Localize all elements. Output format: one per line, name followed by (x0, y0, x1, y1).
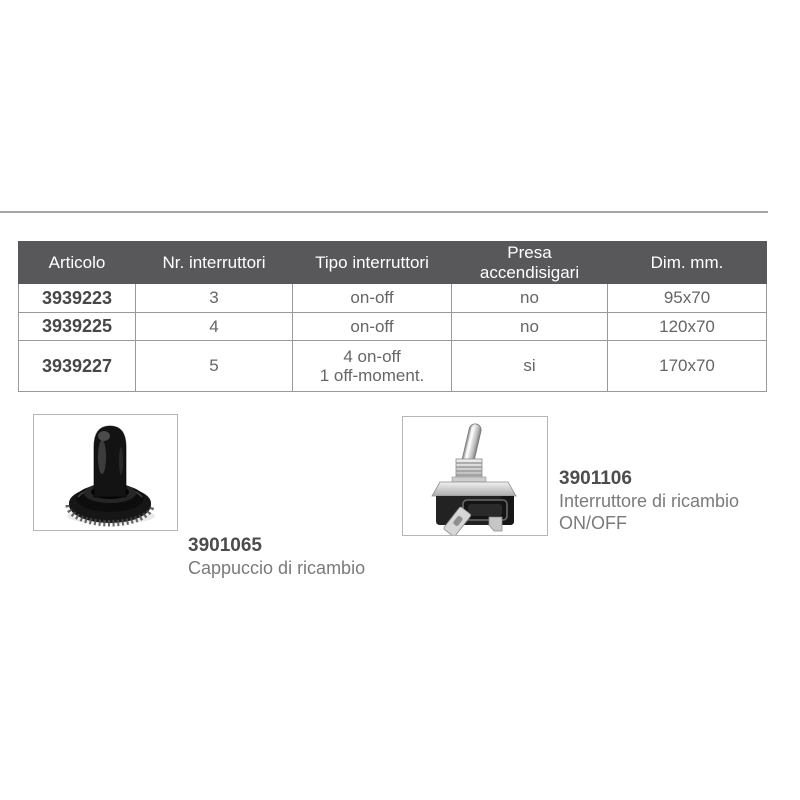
product-caption-3901065 (188, 535, 365, 579)
table-row (19, 284, 767, 313)
product-photo-rubber-cap (33, 414, 178, 531)
column-header-tipo-interruttori: Tipo interruttori (293, 242, 452, 284)
tipo-line-1: 4 on-off (343, 347, 401, 366)
product-code: 3901065 (188, 535, 262, 556)
dim-mm-value: 120x70 (608, 313, 767, 341)
tipo-interruttori-value: on-off (293, 313, 452, 341)
column-header-articolo: Articolo (19, 242, 136, 284)
tipo-interruttori-value (293, 341, 452, 392)
product-spec-table (18, 241, 767, 392)
nr-interruttori-value: 3 (136, 284, 293, 313)
product-description: Cappuccio di ricambio (188, 558, 366, 578)
article-number: 3939227 (19, 341, 136, 392)
nr-interruttori-value: 5 (136, 341, 293, 392)
column-header-nr-interruttori: Nr. interruttori (136, 242, 293, 284)
rubber-cap-image (34, 415, 177, 530)
presa-accendisigari-value: no (452, 284, 608, 313)
table-header-row (19, 242, 767, 284)
presa-accendisigari-value: no (452, 313, 608, 341)
product-caption-3901106 (559, 468, 739, 534)
section-divider-line (0, 211, 768, 213)
tipo-line-2: 1 off-moment. (319, 366, 425, 385)
product-description-line2: ON/OFF (559, 513, 627, 533)
column-header-dim-mm: Dim. mm. (608, 242, 767, 284)
article-number: 3939225 (19, 313, 136, 341)
table-row (19, 341, 767, 392)
table-row (19, 313, 767, 341)
article-number: 3939223 (19, 284, 136, 313)
product-photo-toggle-switch (402, 416, 548, 536)
nr-interruttori-value: 4 (136, 313, 293, 341)
toggle-switch-image (403, 417, 547, 535)
dim-mm-value: 170x70 (608, 341, 767, 392)
tipo-interruttori-value: on-off (293, 284, 452, 313)
dim-mm-value: 95x70 (608, 284, 767, 313)
column-header-presa-accendisigari: Presa accendisigari (452, 242, 608, 284)
presa-accendisigari-value: si (452, 341, 608, 392)
product-code: 3901106 (559, 468, 632, 489)
product-description: Interruttore di ricambio (559, 491, 740, 511)
